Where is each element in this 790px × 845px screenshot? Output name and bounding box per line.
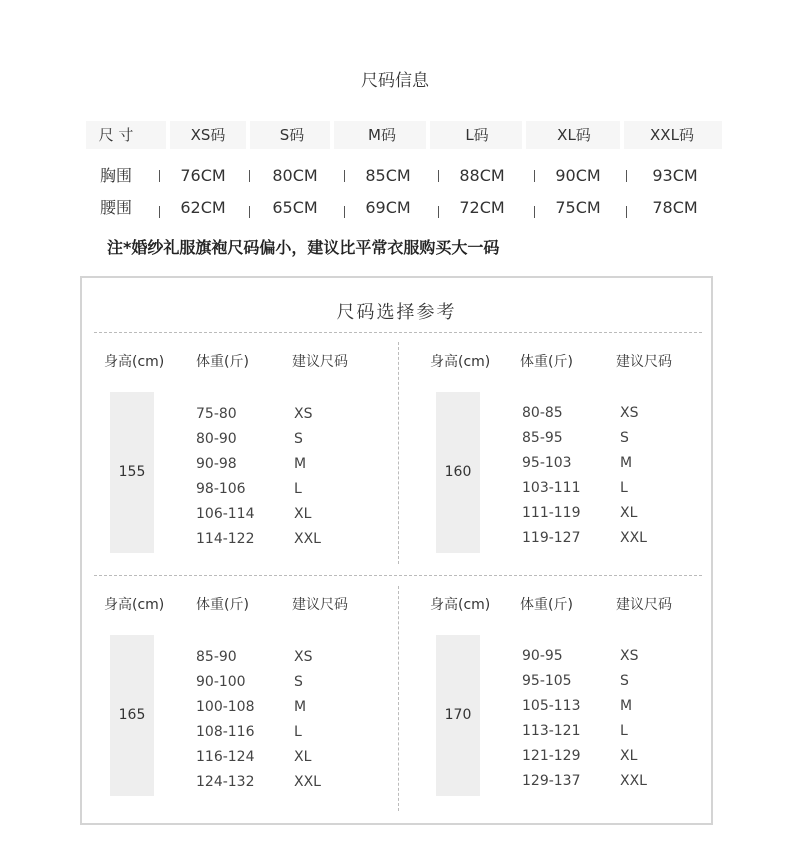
weight-range: 106-114 bbox=[196, 506, 255, 522]
height-value: 165 bbox=[110, 635, 154, 796]
col-size: 建议尺码 bbox=[616, 354, 672, 370]
size-value: 72CM bbox=[459, 198, 505, 217]
size-value: 90CM bbox=[555, 166, 601, 185]
header-size-label: 尺 寸 bbox=[98, 126, 134, 144]
size-value: 88CM bbox=[459, 166, 505, 185]
size-value: 80CM bbox=[272, 166, 318, 185]
divider bbox=[94, 332, 702, 333]
reference-group-160 bbox=[430, 351, 730, 581]
size-suggest: M bbox=[294, 456, 307, 472]
size-suggest: XS bbox=[294, 406, 313, 422]
size-suggest: XL bbox=[620, 748, 638, 764]
weight-range: 111-119 bbox=[522, 505, 581, 521]
size-table-header bbox=[86, 121, 722, 149]
size-suggest: XL bbox=[294, 506, 312, 522]
size-suggest: S bbox=[294, 674, 303, 690]
weight-range: 124-132 bbox=[196, 774, 255, 790]
size-value: 93CM bbox=[652, 166, 698, 185]
size-value: 78CM bbox=[652, 198, 698, 217]
size-suggest: S bbox=[620, 673, 629, 689]
header-xxl: XXL码 bbox=[650, 126, 694, 144]
size-value: 75CM bbox=[555, 198, 601, 217]
size-suggest: XXL bbox=[294, 531, 321, 547]
col-size: 建议尺码 bbox=[616, 597, 672, 613]
size-suggest: L bbox=[294, 481, 302, 497]
weight-range: 114-122 bbox=[196, 531, 255, 547]
weight-range: 80-90 bbox=[196, 431, 237, 447]
col-size: 建议尺码 bbox=[292, 354, 348, 370]
col-height: 身高(cm) bbox=[104, 354, 165, 370]
weight-range: 90-98 bbox=[196, 456, 237, 472]
col-size: 建议尺码 bbox=[292, 597, 348, 613]
size-suggest: XS bbox=[620, 405, 639, 421]
row-label: 腰围 bbox=[99, 198, 132, 217]
page-title: 尺码信息 bbox=[361, 71, 429, 91]
weight-range: 80-85 bbox=[522, 405, 563, 421]
size-row-chest bbox=[86, 162, 722, 190]
size-reference-panel bbox=[80, 276, 713, 825]
header-m: M码 bbox=[368, 126, 396, 144]
height-value: 160 bbox=[436, 392, 480, 553]
size-suggest: L bbox=[620, 480, 628, 496]
weight-range: 121-129 bbox=[522, 748, 581, 764]
size-suggest: S bbox=[620, 430, 629, 446]
weight-range: 95-105 bbox=[522, 673, 572, 689]
size-value: 62CM bbox=[180, 198, 226, 217]
weight-range: 75-80 bbox=[196, 406, 237, 422]
size-suggest: XXL bbox=[294, 774, 321, 790]
col-weight: 体重(斤) bbox=[196, 597, 249, 613]
reference-group-170 bbox=[430, 594, 730, 824]
size-suggest: L bbox=[620, 723, 628, 739]
weight-range: 85-95 bbox=[522, 430, 563, 446]
header-xl: XL码 bbox=[557, 126, 591, 144]
weight-range: 129-137 bbox=[522, 773, 581, 789]
size-value: 76CM bbox=[180, 166, 226, 185]
weight-range: 100-108 bbox=[196, 699, 255, 715]
col-weight: 体重(斤) bbox=[196, 354, 249, 370]
header-s: S码 bbox=[279, 126, 305, 144]
height-value: 155 bbox=[110, 392, 154, 553]
header-l: L码 bbox=[465, 126, 489, 144]
size-row-waist bbox=[86, 194, 722, 222]
size-value: 69CM bbox=[365, 198, 411, 217]
weight-range: 116-124 bbox=[196, 749, 255, 765]
size-suggest: XL bbox=[294, 749, 312, 765]
weight-range: 119-127 bbox=[522, 530, 581, 546]
size-value: 65CM bbox=[272, 198, 318, 217]
weight-range: 85-90 bbox=[196, 649, 237, 665]
size-suggest: XL bbox=[620, 505, 638, 521]
row-label: 胸围 bbox=[99, 166, 132, 185]
col-height: 身高(cm) bbox=[430, 354, 491, 370]
col-height: 身高(cm) bbox=[104, 597, 165, 613]
size-suggest: L bbox=[294, 724, 302, 740]
size-suggest: XS bbox=[294, 649, 313, 665]
weight-range: 90-100 bbox=[196, 674, 246, 690]
size-suggest: M bbox=[294, 699, 307, 715]
col-weight: 体重(斤) bbox=[520, 597, 573, 613]
weight-range: 113-121 bbox=[522, 723, 581, 739]
size-suggest: M bbox=[620, 455, 633, 471]
reference-group-155 bbox=[104, 351, 404, 581]
weight-range: 98-106 bbox=[196, 481, 246, 497]
reference-title: 尺码选择参考 bbox=[336, 302, 457, 323]
weight-range: 108-116 bbox=[196, 724, 255, 740]
header-xs: XS码 bbox=[190, 126, 226, 144]
height-value: 170 bbox=[436, 635, 480, 796]
size-note: 注*婚纱礼服旗袍尺码偏小，建议比平常衣服购买大一码 bbox=[107, 238, 500, 257]
size-suggest: M bbox=[620, 698, 633, 714]
size-suggest: XXL bbox=[620, 530, 647, 546]
size-suggest: S bbox=[294, 431, 303, 447]
col-height: 身高(cm) bbox=[430, 597, 491, 613]
size-value: 85CM bbox=[365, 166, 411, 185]
size-suggest: XXL bbox=[620, 773, 647, 789]
weight-range: 103-111 bbox=[522, 480, 581, 496]
reference-group-165 bbox=[104, 594, 404, 824]
col-weight: 体重(斤) bbox=[520, 354, 573, 370]
weight-range: 90-95 bbox=[522, 648, 563, 664]
weight-range: 105-113 bbox=[522, 698, 581, 714]
weight-range: 95-103 bbox=[522, 455, 572, 471]
size-suggest: XS bbox=[620, 648, 639, 664]
